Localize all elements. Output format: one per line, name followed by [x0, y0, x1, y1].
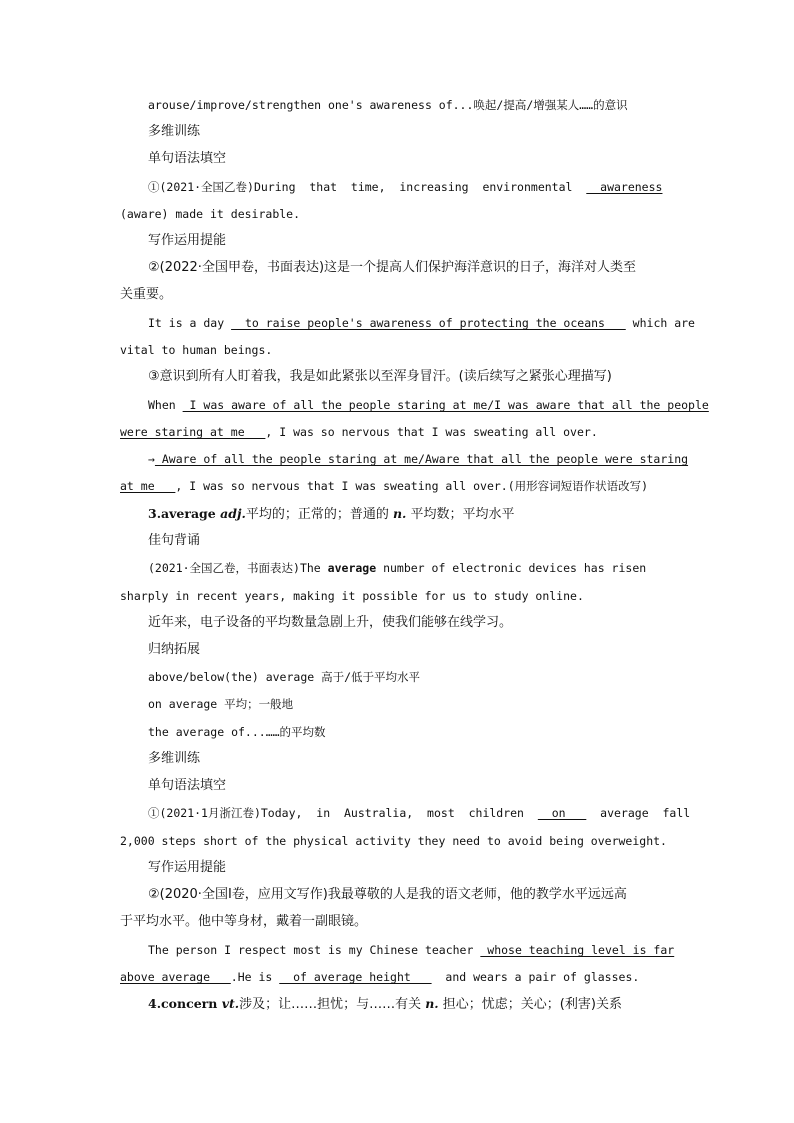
answer-blank: awareness [586, 180, 663, 194]
phrase-item: above/below(the) average 高于/低于平均水平 [148, 670, 421, 684]
answer-blank: of average height [279, 970, 432, 984]
exercise-4-line1: ①(2021·1月浙江卷)Today, in Australia, most children on average fall [148, 806, 691, 820]
section-heading: 多维训练 [148, 751, 201, 766]
subsection-heading: 写作运用提能 [148, 860, 227, 875]
exercise-2-prompt-line2: 关重要。 [120, 287, 173, 302]
answer-blank: Aware of all the people staring at me/Aware that all the people were staring [154, 452, 689, 466]
exercise-3-rewrite-line1 [148, 450, 794, 468]
arrow-icon: → [148, 452, 155, 466]
section-heading: 佳句背诵 [148, 533, 201, 548]
phrase-item: the average of...……的平均数 [148, 725, 326, 739]
exercise-5-answer-line2: above average .He is of average height and wears a pair of glasses. [120, 970, 640, 984]
subsection-heading: 单句语法填空 [148, 778, 227, 793]
answer-blank: at me [120, 479, 176, 493]
answer-blank: whose teaching level is far [480, 943, 675, 957]
section-heading: 归纳拓展 [148, 642, 201, 657]
subsection-heading: 写作运用提能 [148, 233, 227, 248]
exercise-1-line2: (aware) made it desirable. [120, 207, 301, 221]
example-translation: 近年来，电子设备的平均数量急剧上升，使我们能够在线学习。 [148, 615, 513, 630]
section-heading: 多维训练 [148, 124, 201, 139]
answer-blank: were staring at me [120, 425, 266, 439]
example-sentence-line2: sharply in recent years, making it possible for us to study online. [120, 589, 584, 603]
exercise-1-line1: ①(2021·全国乙卷)During that time, increasing environmental awareness [148, 180, 663, 194]
example-sentence-line1: (2021·全国乙卷，书面表达)The average number of electronic devices has risen [148, 561, 647, 575]
word-entry-average: 3.average adj.平均的；正常的；普通的 n. 平均数；平均水平 [148, 506, 515, 522]
exercise-2-answer-line2: vital to human beings. [120, 343, 273, 357]
word-entry-concern: 4.concern vt.涉及；让……担忧；与……有关 n. 担心；忧虑；关心；(利害)关系 [148, 996, 622, 1012]
answer-blank: above average [120, 970, 231, 984]
phrase-item: on average 平均；一般地 [148, 697, 294, 711]
exercise-5-prompt-line2: 于平均水平。他中等身材，戴着一副眼镜。 [120, 914, 368, 929]
answer-blank: to raise people's awareness of protecting the oceans [231, 316, 626, 330]
exercise-3-prompt: ③意识到所有人盯着我，我是如此紧张以至浑身冒汗。(读后续写之紧张心理描写) [148, 369, 612, 384]
answer-blank: on [537, 806, 587, 820]
answer-blank: I was aware of all the people staring at me/I was aware that all the people [182, 398, 709, 412]
exercise-3-answer-line2: were staring at me , I was so nervous that I was sweating all over. [120, 425, 598, 439]
subsection-heading: 单句语法填空 [148, 151, 227, 166]
exercise-4-line2: 2,000 steps short of the physical activity they need to avoid being overweight. [120, 834, 667, 848]
exercise-3-answer-line1: When I was aware of all the people staring at me/I was aware that all the people [148, 398, 709, 412]
exercise-3-rewrite-line2: at me , I was so nervous that I was sweating all over.(用形容词短语作状语改写) [120, 479, 649, 493]
exercise-2-prompt-line1: ②(2022·全国甲卷，书面表达)这是一个提高人们保护海洋意识的日子，海洋对人类至 [148, 260, 637, 275]
exercise-5-answer-line1: The person I respect most is my Chinese teacher whose teaching level is far [148, 943, 675, 957]
phrase-awareness: arouse/improve/strengthen one's awareness of...唤起/提高/增强某人……的意识 [148, 98, 628, 112]
exercise-5-prompt-line1: ②(2020·全国Ⅰ卷，应用文写作)我最尊敬的人是我的语文老师，他的教学水平远远高 [148, 887, 627, 902]
exercise-2-answer-line1: It is a day to raise people's awareness of protecting the oceans which are [148, 316, 695, 330]
